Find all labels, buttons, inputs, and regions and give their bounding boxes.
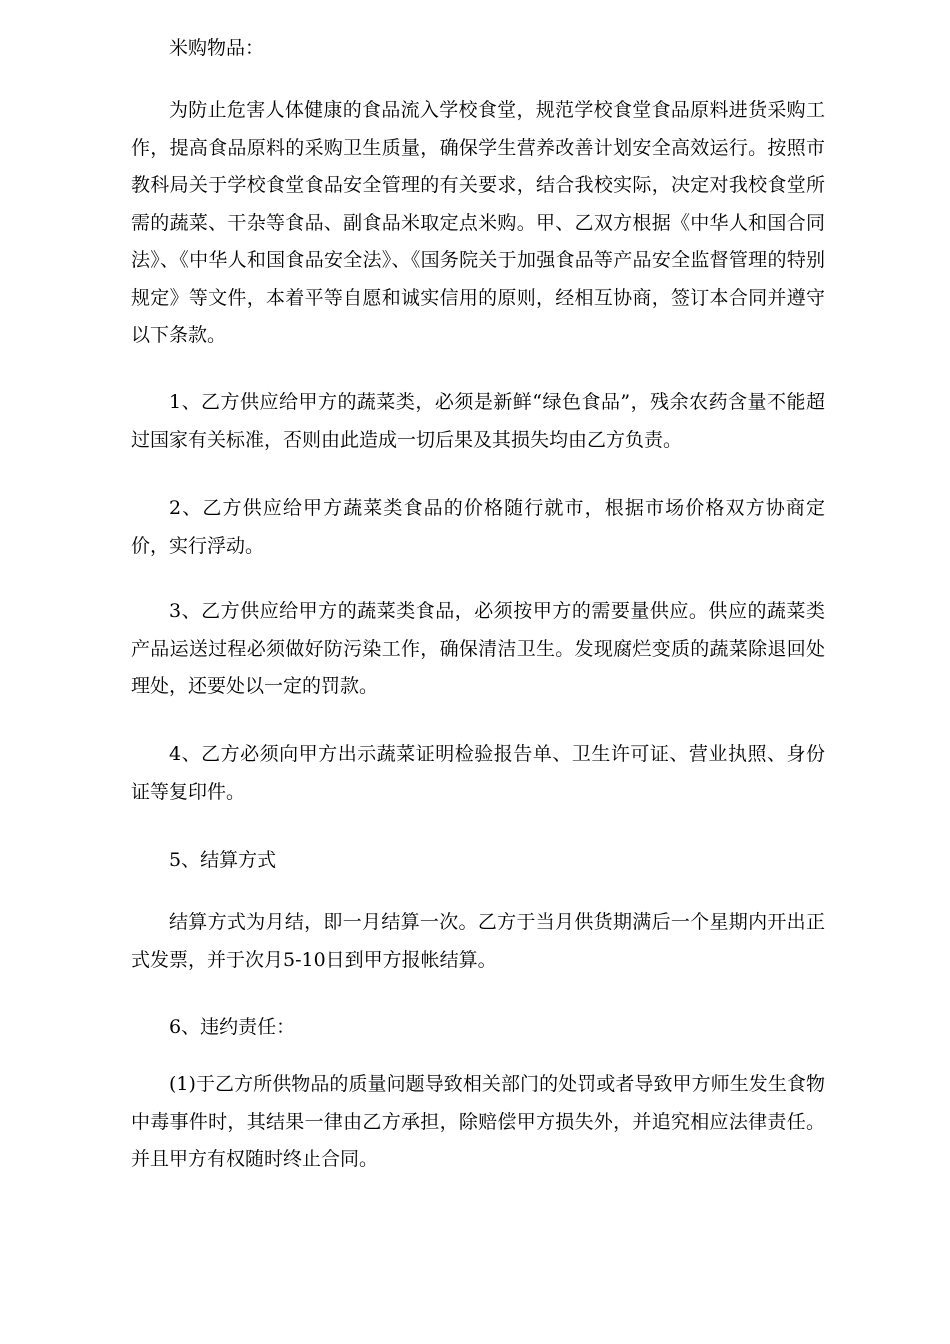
clause-4-certificates: 4、乙方必须向甲方出示蔬菜证明检验报告单、卫生许可证、营业执照、身份证等复印件。 [131, 743, 825, 803]
paragraph-intro-heading: 米购物品： [169, 37, 265, 59]
clause-6-heading: 6、违约责任： [169, 1016, 296, 1038]
clause-3-supply: 3、乙方供应给甲方的蔬菜类食品，必须按甲方的需要量供应。供应的蔬菜类产品运送过程必须做好防污染工作，确保清洁卫生。发现腐烂变质的蔬菜除退回处理处，还要处以一定的罚款。 [131, 600, 825, 697]
clause-1-vegetable-quality: 1、乙方供应给甲方的蔬菜类，必须是新鲜“绿色食品”，残余农药含量不能超过国家有关标准，否则由此造成一切后果及其损失均由乙方负责。 [131, 391, 825, 451]
clause-5-settlement: 结算方式为月结，即一月结算一次。乙方于当月供货期满后一个星期内开出正式发票，并于次月5-10日到甲方报帐结算。 [131, 911, 825, 971]
clause-5-heading: 5、结算方式 [169, 849, 277, 871]
paragraph-preamble: 为防止危害人体健康的食品流入学校食堂，规范学校食堂食品原料进货采购工作，提高食品原料的采购卫生质量，确保学生营养改善计划安全高效运行。按照市教科局关于学校食堂食品安全管理的有关要求，结合我校实际，决定对我校食堂所需的蔬菜、干杂等食品、副食品米取定点米购。甲、乙双方根据《中华人和国合同法》、《中华人和国食品安全法》、《国务院关于加强食品等产品安全监督管理的特别规定》等文件，本着平等自愿和诚实信用的原则，经相互协商，签订本合同并遵守以下条款。 [131, 99, 825, 346]
clause-6-item-1: (1)于乙方所供物品的质量问题导致相关部门的处罚或者导致甲方师生发生食物中毒事件时，其结果一律由乙方承担，除赔偿甲方损失外，并追究相应法律责任。并且甲方有权随时终止合同。 [131, 1073, 825, 1170]
clause-2-pricing: 2、乙方供应给甲方蔬菜类食品的价格随行就市，根据市场价格双方协商定价，实行浮动。 [131, 497, 825, 557]
